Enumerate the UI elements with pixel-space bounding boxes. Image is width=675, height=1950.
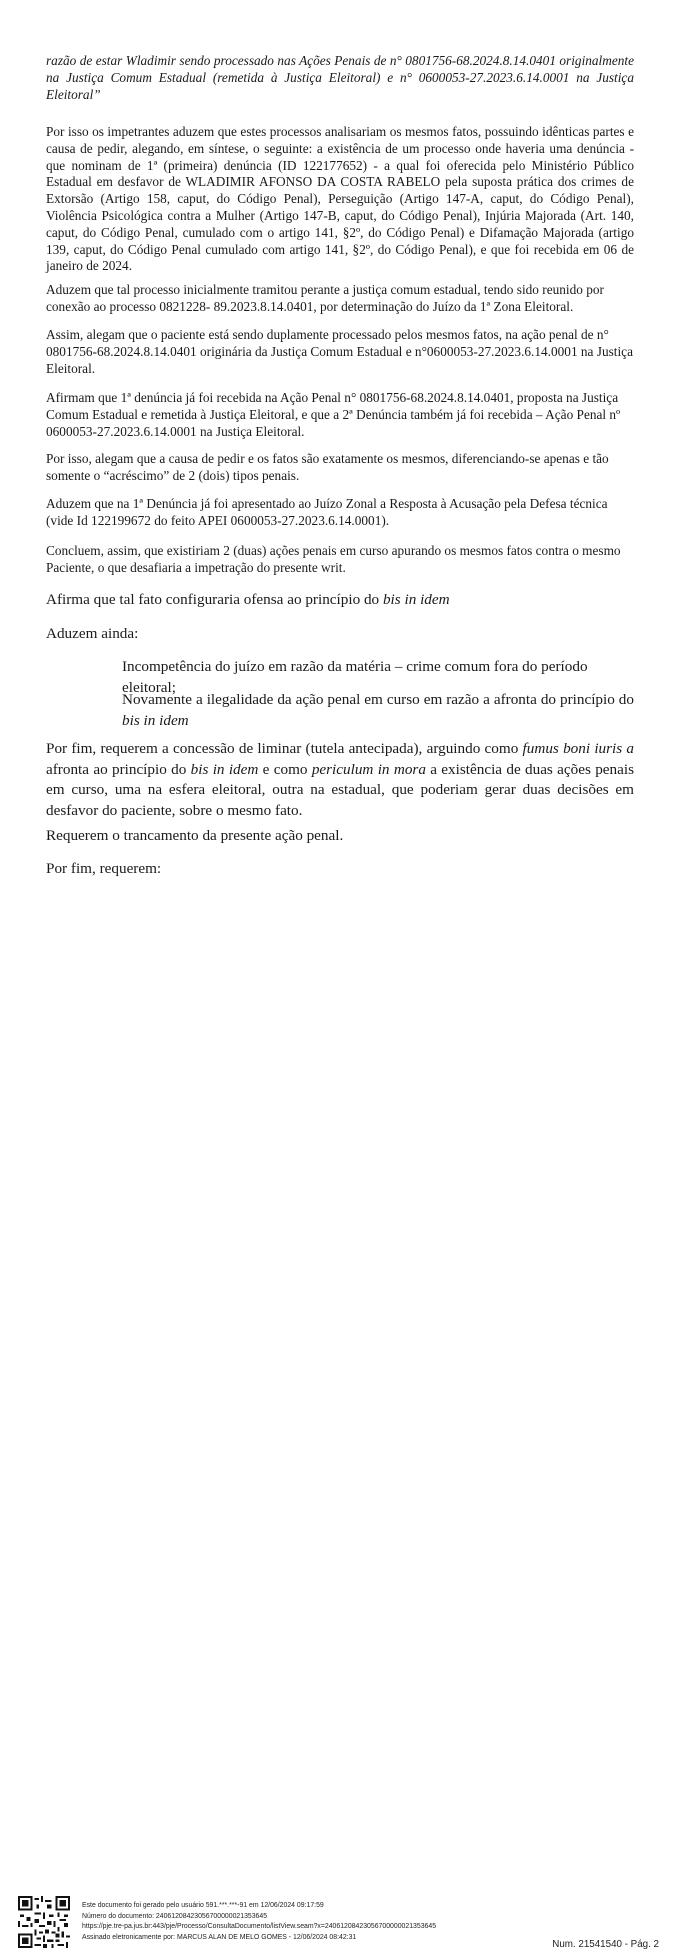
- paragraph-text: afronta ao princípio do: [46, 760, 191, 778]
- paragraph-defense-response: Aduzem que na 1ª Denúncia já foi apresentado ao Juízo Zonal a Resposta à Acusação pela Defesa técnica (vide Id 122199672 do feito APEI 0600053-27.2023.6.14.0001).: [46, 496, 608, 528]
- generated-by-line: Este documento foi gerado pelo usuário 591.***.***-91 em 12/06/2024 09:17:59: [82, 1902, 324, 1909]
- document-url-line: https://pje.tre-pa.jus.br:443/pje/Processo/ConsultaDocumento/listView.seam?x=24061208423056700000021353645: [82, 1923, 437, 1931]
- paragraph-final-requests: Por fim, requerem:: [46, 860, 162, 877]
- quote-closing-paragraph: razão de estar Wladimir sendo processado nas Ações Penais de n° 0801756-68.2024.8.14.0401 originalmente na Justiça Comum Estadual (remetida à Justiça Eleitoral) e n° 0600053-27.2023.6.14.0001 na Justiça Eleitoral”: [46, 53, 634, 102]
- signed-by-line: Assinado eletronicamente por: MARCUS ALAN DE MELO GOMES - 12/06/2024 08:42:31: [82, 1933, 357, 1941]
- paragraph-text: a existência de duas ações penais em curso, uma na esfera eleitoral, outra na estadual, que poderiam gerar duas decisões em desfavor do paciente, sobre o mesmo fato.: [46, 760, 635, 819]
- paragraph-text: Afirma que tal fato configuraria ofensa ao princípio do: [46, 591, 383, 608]
- paragraph-same-cause: Por isso, alegam que a causa de pedir e os fatos são exatamente os mesmos, diferenciando-se apenas e tão somente o “acréscimo” de 2 (dois) tipos penais.: [46, 451, 609, 483]
- document-number-line: Número do documento: 24061208423056700000021353645: [82, 1912, 268, 1920]
- paragraph-first-complaint: Afirmam que 1ª denúncia já foi recebida na Ação Penal n° 0801756-68.2024.8.14.0401, proposta na Justiça Comum Estadual e remetida à Justiça Eleitoral, e que a 2ª Denúncia também já foi recebida – Ação Penal nº 0600053-27.2023.6.14.0001 na Justiça Eleitoral.: [46, 390, 621, 439]
- paragraph-bis-in-idem: [46, 590, 634, 611]
- paragraph-text: Por fim, requerem a concessão de liminar (tutela antecipada), arguindo como: [46, 740, 523, 757]
- paragraph-injunction-request: [46, 739, 634, 821]
- signature-info: [82, 1901, 436, 1943]
- paragraph-initial-processing: Aduzem que tal processo inicialmente tramitou perante a justiça comum estadual, tendo sido reunido por conexão ao processo 0821228- 89.2023.8.14.0401, por determinação do Juízo da 1ª Zona Eleitoral.: [46, 282, 604, 314]
- list-item-incompetence: Incompetência do juízo em razão da matéria – crime comum fora do período eleitoral;: [122, 658, 588, 696]
- latin-term: bis in idem: [122, 711, 189, 729]
- paragraph-aduzem-ainda: Aduzem ainda:: [46, 625, 139, 642]
- latin-term: bis in idem: [190, 760, 259, 778]
- paragraph-conclusion: Concluem, assim, que existiriam 2 (duas) ações penais em curso apurando os mesmos fatos contra o mesmo Paciente, o que desafiaria a impetração do presente writ.: [46, 543, 621, 575]
- list-item-text: Novamente a ilegalidade da ação penal em curso em razão a afronta do princípio do: [122, 691, 634, 708]
- qr-code-icon: [18, 1896, 70, 1948]
- paragraph-same-facts: Por isso os impetrantes aduzem que estes processos analisariam os mesmos fatos, possuindo idênticas partes e causa de pedir, alegando, em síntese, o seguinte: a existência de um processo onde haveria uma denúncia - que nominam de 1ª (primeira) denúncia (ID 122177652) - a qual foi oferecida pelo Ministério Público Estadual em desfavor de WLADIMIR AFONSO DA COSTA RABELO pela suposta prática dos crimes de Extorsão (Artigo 158, caput, do Código Penal), Perseguição (Artigo 147-A, caput, do Código Penal), Violência Psicológica contra a Mulher (Artigo 147-B, caput, do Código Penal), Injúria Majorada (Art. 140, caput, do Código Penal, cumulado com o artigo 141, §2º, do Código Penal) e Difamação Majorada (artigo 139, caput, do Código Penal cumulado com artigo 141, §2º, do Código Penal), e que foi recebida em 06 de janeiro de 2024.: [46, 124, 634, 274]
- latin-term: fumus boni iuris a: [522, 740, 635, 757]
- latin-term: periculum in mora: [311, 760, 426, 778]
- page-number: Num. 21541540 - Pág. 2: [552, 1939, 659, 1950]
- document-footer: [0, 946, 675, 1950]
- list-item-illegality: [122, 690, 634, 731]
- paragraph-double-prosecution: Assim, alegam que o paciente está sendo duplamente processado pelos mesmos fatos, na ação penal de n° 0801756-68.2024.8.14.0401 originária da Justiça Comum Estadual e n°0600053-27.2023.6.14.0001 na Justiça Eleitoral.: [46, 327, 633, 376]
- paragraph-dismissal-request: Requerem o trancamento da presente ação penal.: [46, 827, 344, 844]
- latin-term: bis in idem: [382, 591, 450, 608]
- paragraph-text: e como: [258, 760, 312, 778]
